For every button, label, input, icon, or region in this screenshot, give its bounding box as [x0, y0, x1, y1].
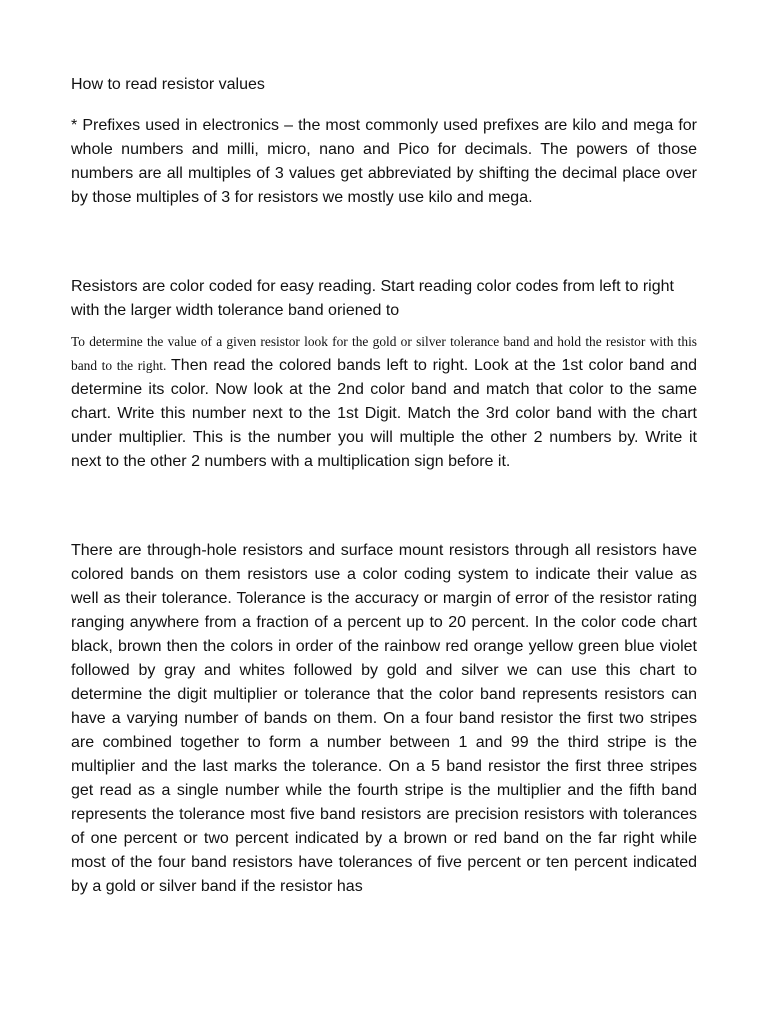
reading-steps-body: Then read the colored bands left to right. Look at the 1st color band and determine its color. Now look at the 2nd color band and match that color to the same chart. Write this number next to the 1st Digit. Match the 3rd color band with the chart under multiplier. This is the number you will multiple the other 2 numbers by. Write it next to the other 2 numbers with a multiplication sign before it.	[71, 357, 697, 470]
paragraph-reading-steps	[71, 330, 697, 474]
paragraph-color-coded: Resistors are color coded for easy reading. Start reading color codes from left to right with the larger width tolerance band oriened to	[71, 278, 674, 319]
document-title: How to read resistor values	[71, 76, 265, 93]
reading-steps-intro: To determine the value of a given resistor look for the gold or silver tolerance band and hold the resistor with this band to the right.	[71, 334, 697, 373]
paragraph-resistor-types: There are through-hole resistors and surface mount resistors through all resistors have colored bands on them resistors use a color coding system to indicate their value as well as their tolerance. Tolerance is the accuracy or margin of error of the resistor rating ranging anywhere from a fraction of a percent up to 20 percent. In the color code chart black, brown then the colors in order of the rainbow red orange yellow green blue violet followed by gray and whites followed by gold and silver we can use this chart to determine the digit multiplier or tolerance that the color band represents resistors can have a varying number of bands on them. On a four band resistor the first two stripes are combined together to form a number between 1 and 99 the third stripe is the multiplier and the last marks the tolerance. On a 5 band resistor the first three stripes get read as a single number while the fourth stripe is the multiplier and the fifth band represents the tolerance most five band resistors are precision resistors with tolerances of one percent or two percent indicated by a brown or red band on the far right while most of the four band resistors have tolerances of five percent or ten percent indicated by a gold or silver band if the resistor has	[71, 542, 697, 895]
paragraph-prefixes: * Prefixes used in electronics – the most commonly used prefixes are kilo and mega for whole numbers and milli, micro, nano and Pico for decimals. The powers of those numbers are all multiples of 3 values get abbreviated by shifting the decimal place over by those multiples of 3 for resistors we mostly use kilo and mega.	[71, 117, 697, 206]
